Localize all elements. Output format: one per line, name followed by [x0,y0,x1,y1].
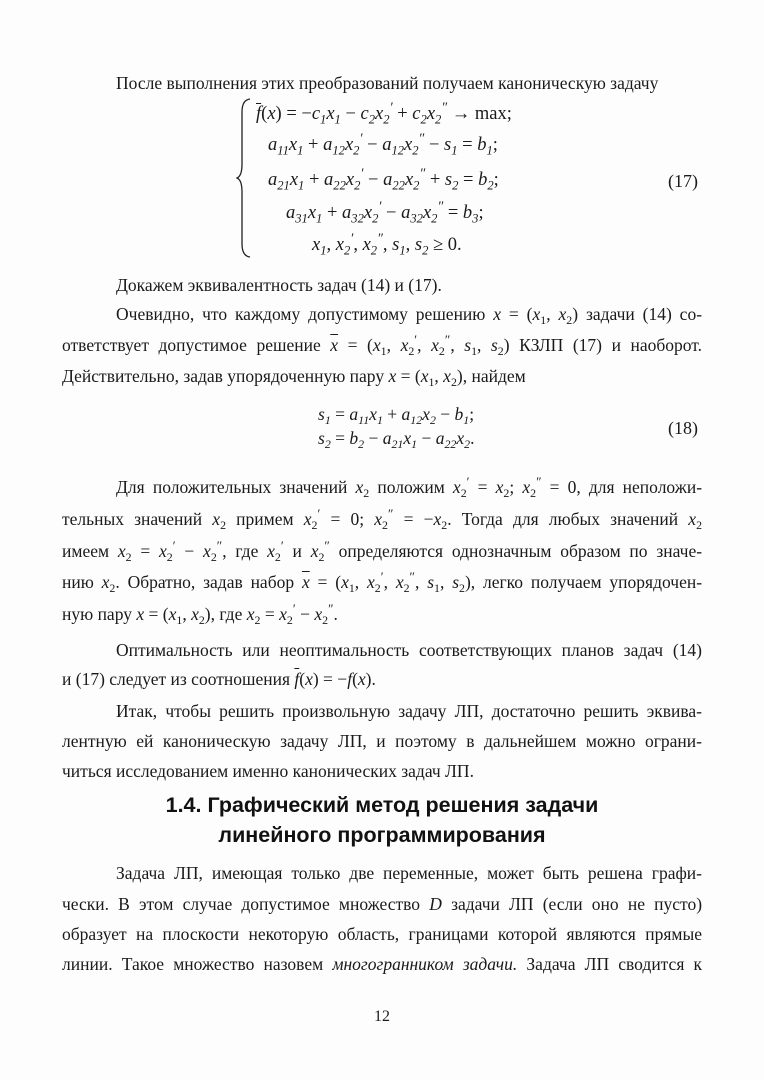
equation-number-17: (17) [668,171,698,191]
equation-row-4: $x_1$, $x_2'$, $x_2''$, $s_1$, $s_2 \ge 0$. [312,231,462,258]
thus-line-2: лентную ей каноническую задачу ЛП, и поэтому в дальнейшем можно ограни- [62,731,702,751]
thus-line-1: Итак, чтобы решить произвольную задачу ЛП, достаточно решить эквива- [116,701,702,721]
graph-line-4: линии. Такое множество назовем многогранником задачи. Задача ЛП сводится к [62,954,703,974]
optimality-line-2: и (17) следует из соотношения $\overline{f}(x) = -f(x)$. [62,669,376,689]
positive-line-5: ную пару $x = (x_1$, $x_2$), где $x_2 = x_2' - x_2''$. [62,600,338,628]
optimality-line-1: Оптимальность или неоптимальность соответствующих планов задач (14) [116,640,702,660]
equation-number-18: (18) [668,418,698,438]
term-polyhedron: многогранником задачи. [332,954,518,974]
obvious-line-2: ответствует допустимое решение $\overline{x} = (x_1$, $x_2'$, $x_2''$, $s_1$, $s_2$) КЗЛП (17) и наоборот. [62,331,703,359]
section-title-line-2: линейного программирования [218,823,546,847]
obvious-line-1: Очевидно, что каждому допустимому решению $x = (x_1$, $x_2$) задачи (14) со- [116,304,703,328]
equation-18-row-2: $s_2 = b_2 - a_{21}x_1 - a_{22}x_2$. [318,428,475,452]
positive-line-3: имеем $x_2 = x_2' - x_2''$, где $x_2'$ и $x_2''$ определяются однозначным образом по значе- [62,537,703,565]
page-number: 12 [374,1008,390,1025]
equation-row-1: $a_{11}x_1 + a_{12}x_2' - a_{12}x_2'' - s_1 = b_1$; [268,131,498,158]
thus-line-3: читься исследованием именно канонических задач ЛП. [62,761,474,781]
positive-line-2: тельных значений $x_2$ примем $x_2' = 0$; $x_2'' = -x_2$. Тогда для любых значений $x_2$ [62,505,703,533]
left-brace [236,98,252,258]
section-title-line-1: 1.4. Графический метод решения задачи [165,793,599,817]
graph-line-1: Задача ЛП, имеющая только две переменные, может быть решена графи- [116,863,702,883]
equation-objective: $\overline{f}(x) = -c_1x_1 - c_2x_2' + c_2x_2'' \to \max$; [256,100,512,127]
graph-line-3: образует на плоскости некоторую область, границами которой являются прямые [62,924,702,944]
equation-row-2: $a_{21}x_1 + a_{22}x_2' - a_{22}x_2'' + s_2 = b_2$; [268,166,499,193]
positive-line-4: нию $x_2$. Обратно, задав набор $\overline{x} = (x_1$, $x_2'$, $x_2''$, $s_1$, $s_2$), легко получаем упорядочен- [62,568,703,596]
graph-line-2: чески. В этом случае допустимое множество D задачи ЛП (если оно не пусто) [62,894,703,914]
intro-line: После выполнения этих преобразований получаем каноническую задачу [116,73,659,93]
obvious-line-3: Действительно, задав упорядоченную пару $x = (x_1$, $x_2$), найдем [62,366,526,390]
positive-line-1: Для положительных значений $x_2$ положим $x_2' = x_2$; $x_2'' = 0$, для неположи- [116,473,703,501]
equation-18-row-1: $s_1 = a_{11}x_1 + a_{12}x_2 - b_1$; [318,404,475,428]
prove-line: Докажем эквивалентность задач (14) и (17). [116,275,442,295]
equation-row-3: $a_{31}x_1 + a_{32}x_2' - a_{32}x_2'' = b_3$; [286,199,484,226]
